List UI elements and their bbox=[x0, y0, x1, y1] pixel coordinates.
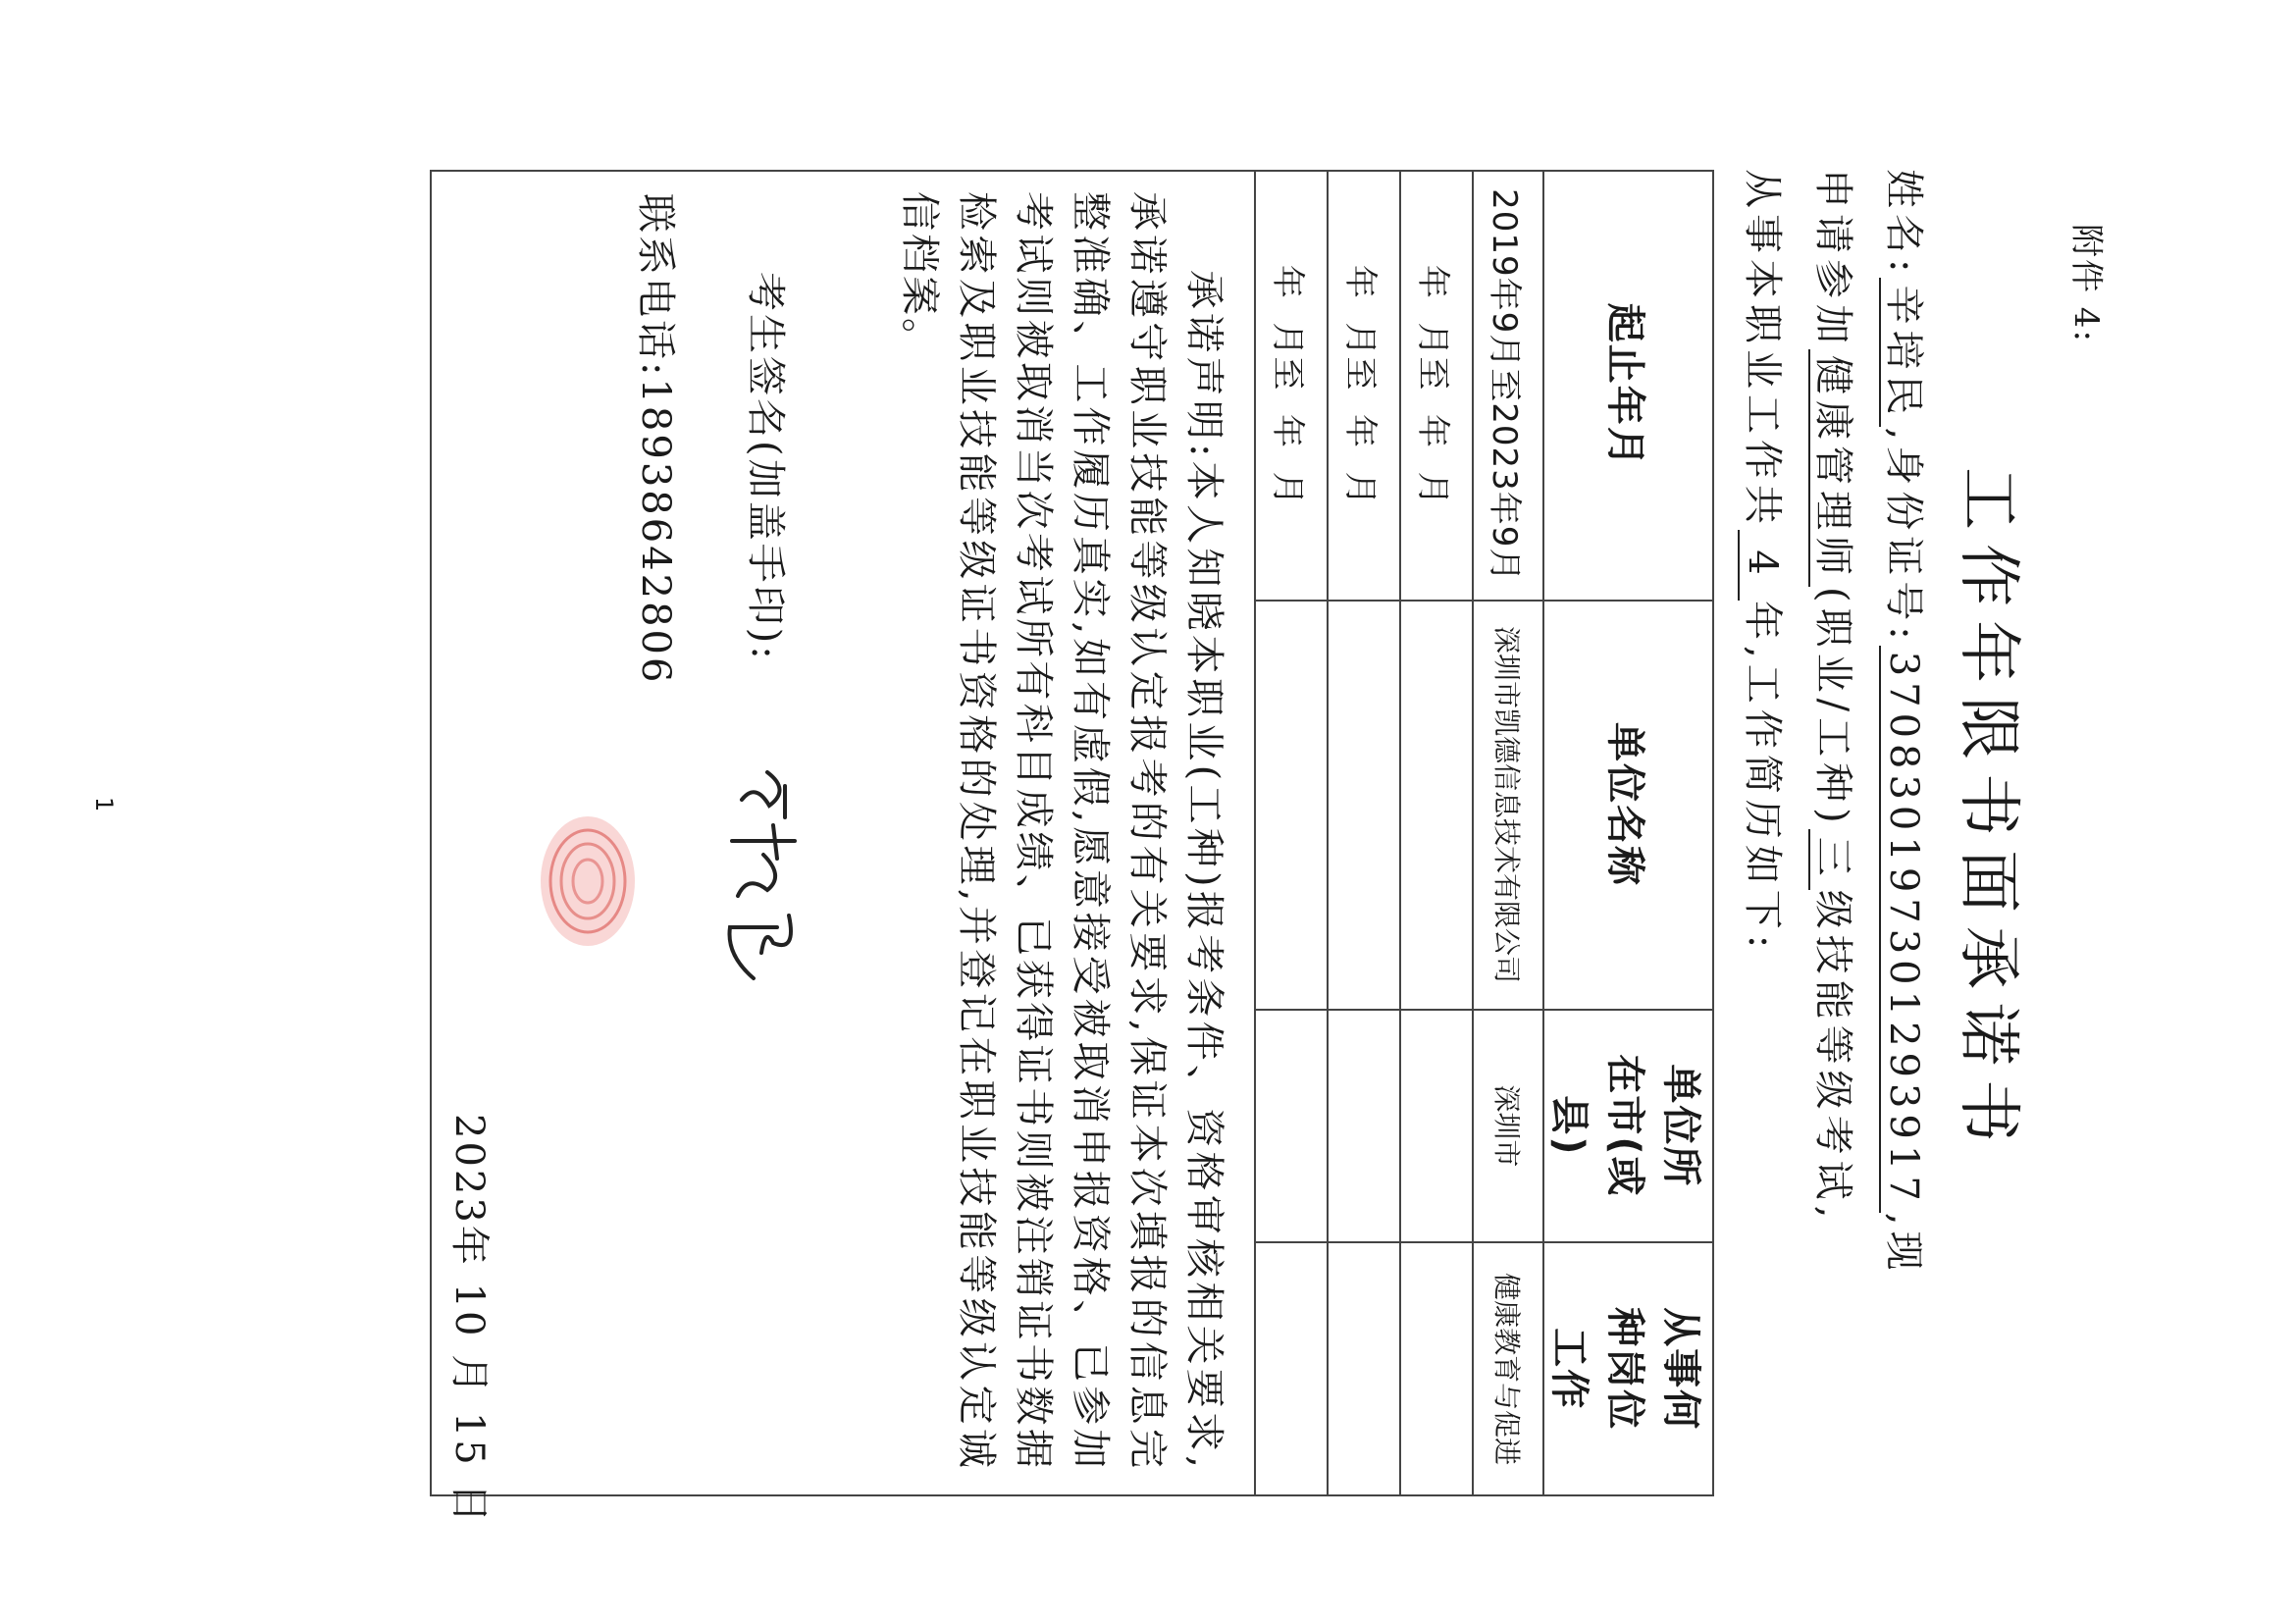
table-header-row bbox=[1543, 171, 1713, 1495]
header-city: 单位所在市(或县) bbox=[1543, 1010, 1713, 1243]
level-value: 三 bbox=[1808, 829, 1855, 890]
attachment-label: 附件 4: bbox=[2066, 224, 2106, 343]
declaration-text: 承诺声明:本人知晓本职业(工种)报考条件、资格审核相关要求,承诺遵守职业技能等级认定报考的有关要求,保证本次填报的信息完整准确、工作履历真实,如有虚假,愿意接受被取消申报资格、已参加考试则被取消当次考试所有科目成绩、已获得证书则被注销证书数据检索及职业技能等级证书资格的处理,并登记在职业技能等级认定诚信档案。 bbox=[897, 191, 1226, 1471]
fingerprint-seal bbox=[534, 808, 642, 955]
signature-row bbox=[741, 272, 797, 662]
header-position: 从事何种岗位工作 bbox=[1543, 1242, 1713, 1495]
row-city bbox=[1328, 1010, 1400, 1243]
document-title: 工作年限书面承诺书 bbox=[1952, 467, 2024, 1156]
declaration-date: 2023年 10 月 15 日 bbox=[446, 1114, 492, 1526]
row-city: 深圳市 bbox=[1473, 1010, 1543, 1243]
table-row bbox=[1328, 171, 1400, 1495]
header-employer: 单位名称 bbox=[1543, 601, 1713, 1010]
table-row bbox=[1400, 171, 1473, 1495]
row-employer: 深圳市凯德信息技术有限公司 bbox=[1473, 601, 1543, 1010]
form-line-apply bbox=[1808, 169, 1864, 1224]
row-period: 年 月至 年 月 bbox=[1255, 171, 1328, 601]
years-label: 从事本职业工作共 bbox=[1740, 169, 1785, 530]
page-number: 1 bbox=[90, 797, 118, 812]
header-period: 起止年月 bbox=[1543, 171, 1713, 601]
table-row bbox=[1255, 171, 1328, 1495]
work-history-table bbox=[430, 170, 1714, 1526]
name-label: 姓名: bbox=[1881, 169, 1926, 279]
phone-label: 联系电话: bbox=[633, 193, 678, 379]
declaration-cell bbox=[431, 171, 1255, 1526]
row-period: 年 月至 年 月 bbox=[1328, 171, 1400, 601]
phone-row bbox=[631, 193, 687, 685]
level-suffix: 级技能等级考试, bbox=[1810, 889, 1855, 1225]
row-city bbox=[1400, 1010, 1473, 1243]
row-position bbox=[1328, 1242, 1400, 1495]
phone-value: 18938642806 bbox=[633, 378, 678, 686]
form-line-years bbox=[1738, 169, 1794, 954]
signature-label: 考生签名(加盖手印): bbox=[743, 272, 788, 662]
row-employer bbox=[1400, 601, 1473, 1010]
id-label: ,身份证号: bbox=[1881, 427, 1926, 646]
handwritten-signature bbox=[716, 760, 824, 996]
declaration-row bbox=[431, 171, 1255, 1495]
row-city bbox=[1255, 1010, 1328, 1243]
row-employer bbox=[1255, 601, 1328, 1010]
form-line-name bbox=[1879, 169, 1935, 1277]
id-suffix: ,现 bbox=[1881, 1212, 1926, 1277]
years-suffix: 年,工作简历如下: bbox=[1740, 601, 1785, 955]
name-value: 辛培民 bbox=[1879, 278, 1926, 427]
apply-label: 申请参加 bbox=[1810, 169, 1855, 349]
declaration-area bbox=[432, 172, 1254, 1526]
row-position: 健康教育与促进 bbox=[1473, 1242, 1543, 1495]
row-period: 年 月至 年 月 bbox=[1400, 171, 1473, 601]
row-employer bbox=[1328, 601, 1400, 1010]
id-number-value: 370830197301293917 bbox=[1879, 646, 1926, 1213]
years-value: 4 bbox=[1738, 530, 1785, 601]
row-period: 2019年9月至2023年9月 bbox=[1473, 171, 1543, 601]
occupation-value: 健康管理师 bbox=[1808, 349, 1855, 587]
occupation-type-label: (职业/工种) bbox=[1810, 587, 1855, 829]
table-row bbox=[1473, 171, 1543, 1495]
row-position bbox=[1255, 1242, 1328, 1495]
row-position bbox=[1400, 1242, 1473, 1495]
